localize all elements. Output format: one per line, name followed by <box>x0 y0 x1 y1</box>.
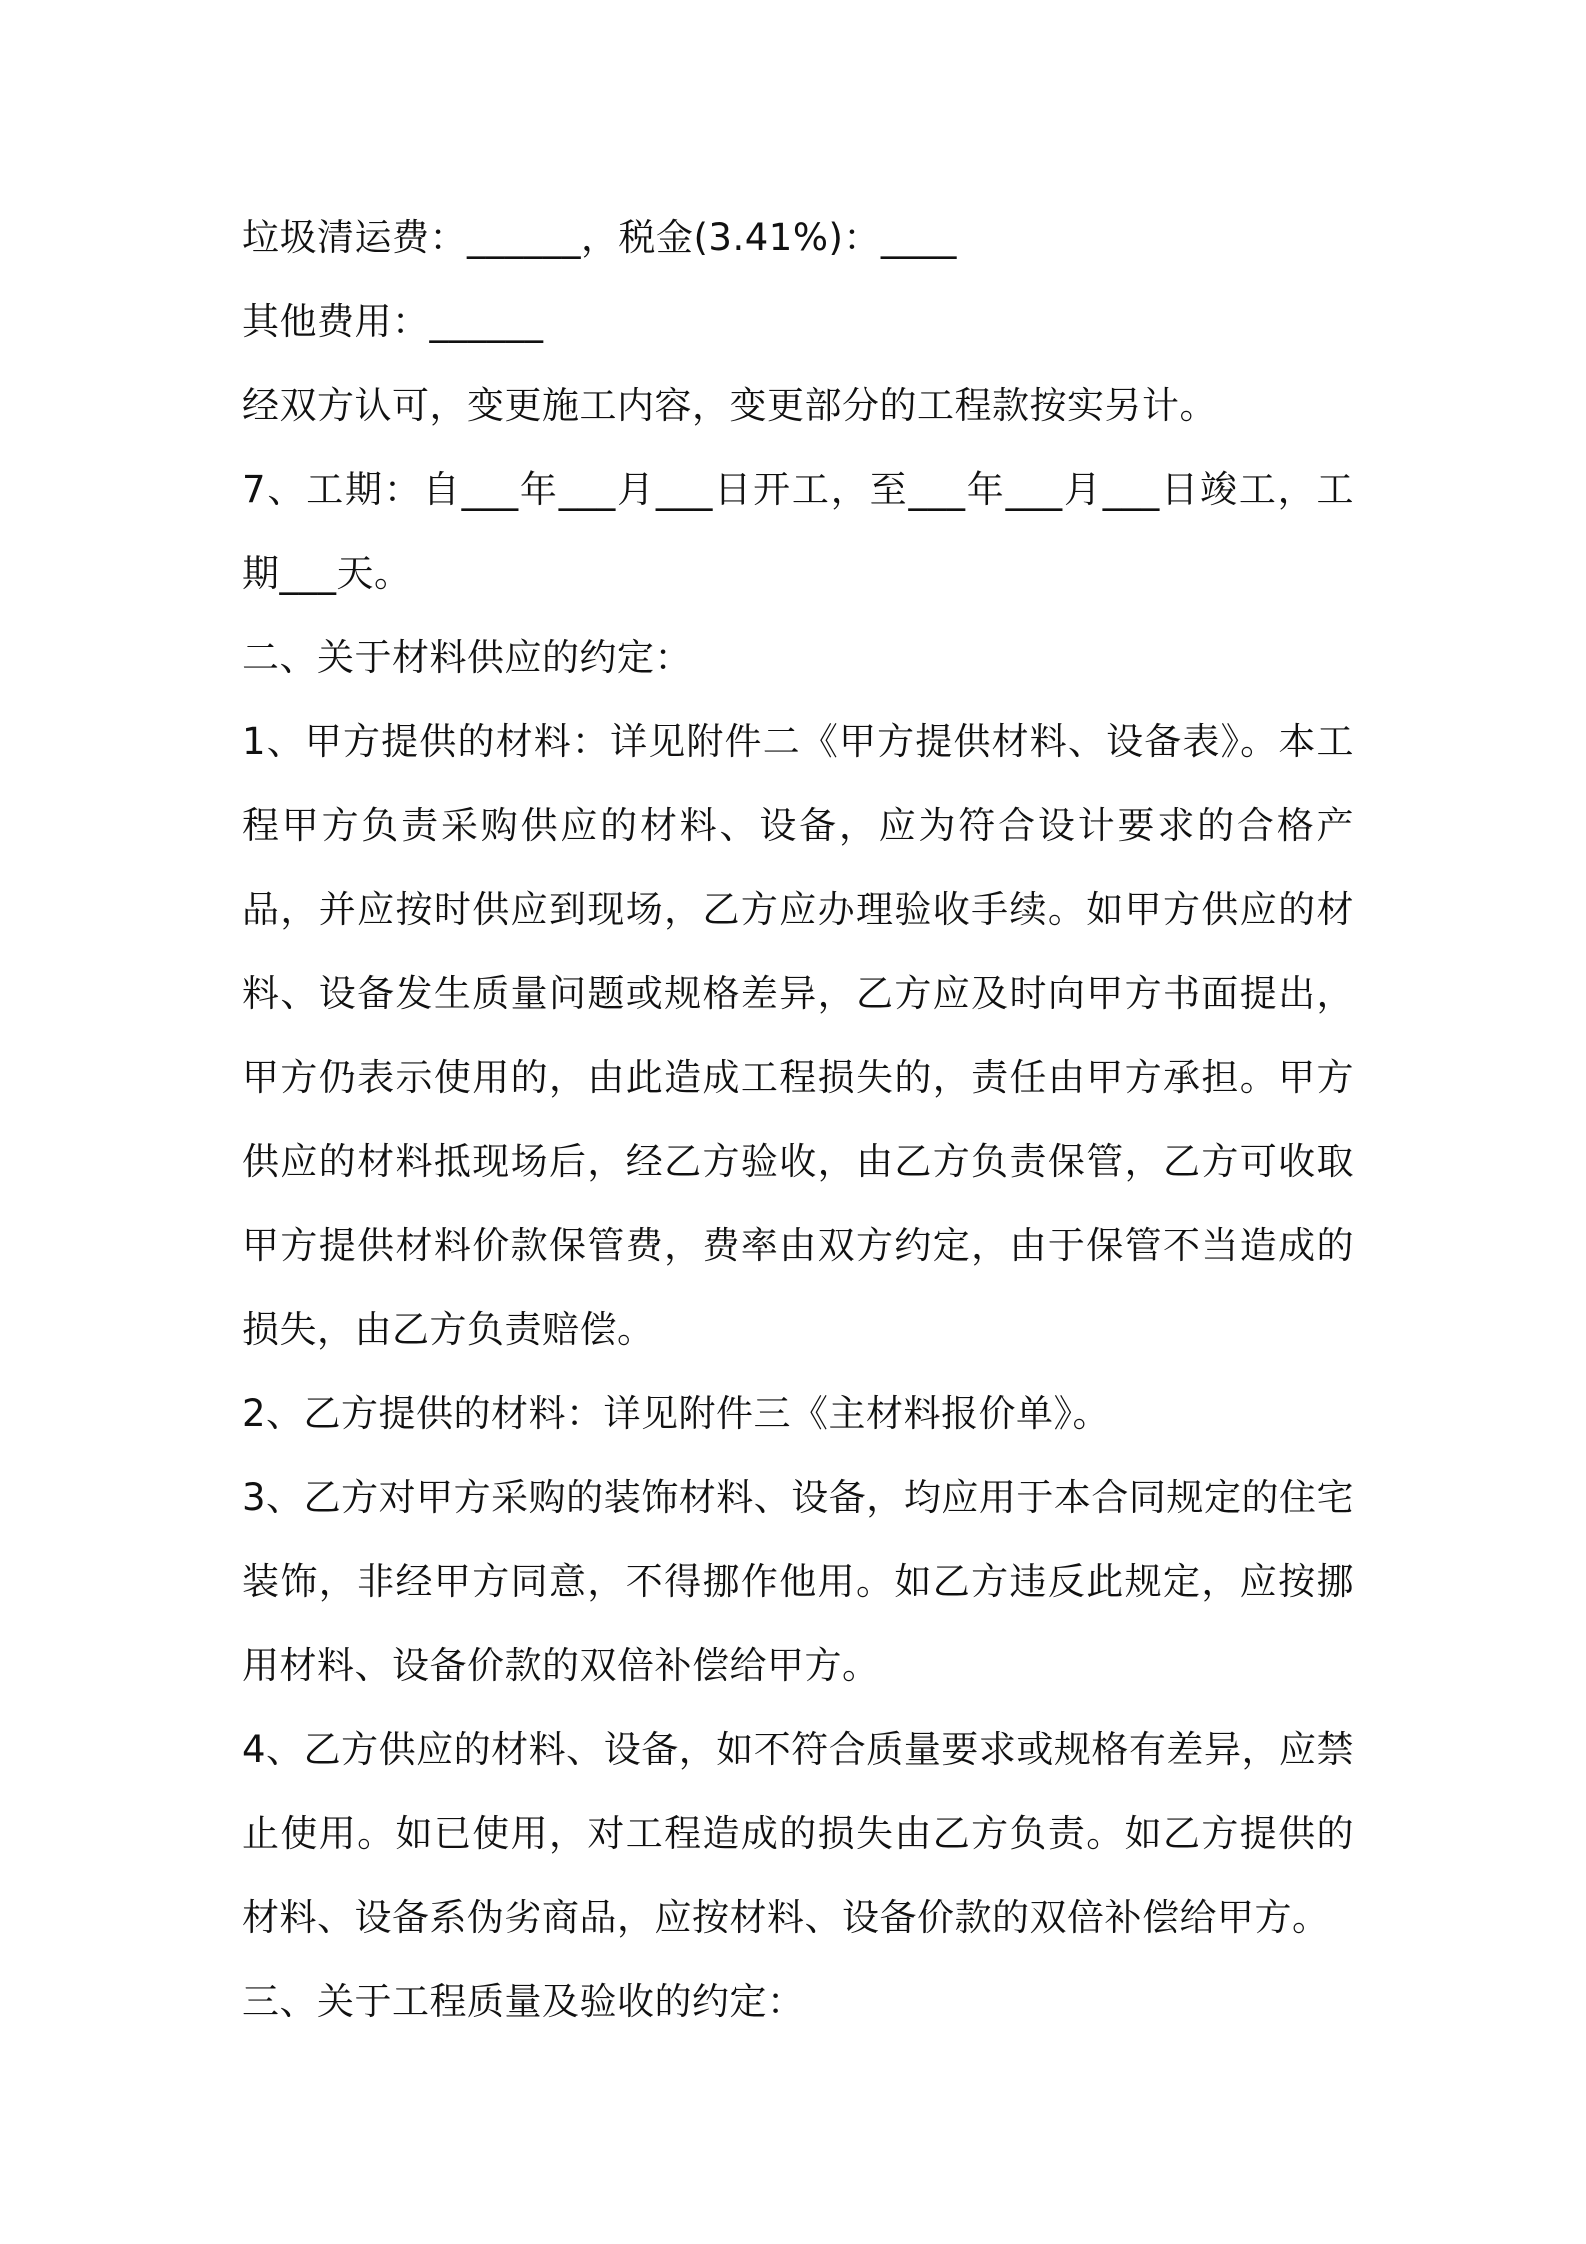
paragraph-construction-period: 7、工期：自___年___月___日开工，至___年___月___日竣工，工期___天。 <box>242 468 1354 595</box>
section-heading-material-supply: 二、关于材料供应的约定： <box>242 636 692 679</box>
document-body <box>242 196 1354 2044</box>
paragraph-material-quality: 4、乙方供应的材料、设备，如不符合质量要求或规格有差异，应禁止使用。如已使用，对工程造成的损失由乙方负责。如乙方提供的材料、设备系伪劣商品，应按材料、设备价款的双倍补偿给甲方。 <box>242 1728 1354 1939</box>
paragraph-change-agreement: 经双方认可，变更施工内容，变更部分的工程款按实另计。 <box>242 384 1217 427</box>
paragraph-other-fees: 其他费用：______ <box>242 300 544 343</box>
paragraph-fees-cleanup-tax: 垃圾清运费：______，税金(3.41%)：____ <box>242 216 957 259</box>
paragraph-party-b-materials: 2、乙方提供的材料：详见附件三《主材料报价单》。 <box>242 1392 1111 1435</box>
paragraph-material-usage: 3、乙方对甲方采购的装饰材料、设备，均应用于本合同规定的住宅装饰，非经甲方同意，不得挪作他用。如乙方违反此规定，应按挪用材料、设备价款的双倍补偿给甲方。 <box>242 1476 1354 1687</box>
section-heading-quality-acceptance: 三、关于工程质量及验收的约定： <box>242 1980 805 2023</box>
paragraph-party-a-materials: 1、甲方提供的材料：详见附件二《甲方提供材料、设备表》。本工程甲方负责采购供应的材料、设备，应为符合设计要求的合格产品，并应按时供应到现场，乙方应办理验收手续。如甲方供应的材料、设备发生质量问题或规格差异，乙方应及时向甲方书面提出，甲方仍表示使用的，由此造成工程损失的，责任由甲方承担。甲方供应的材料抵现场后，经乙方验收，由乙方负责保管，乙方可收取甲方提供材料价款保管费，费率由双方约定，由于保管不当造成的损失，由乙方负责赔偿。 <box>242 720 1354 1351</box>
